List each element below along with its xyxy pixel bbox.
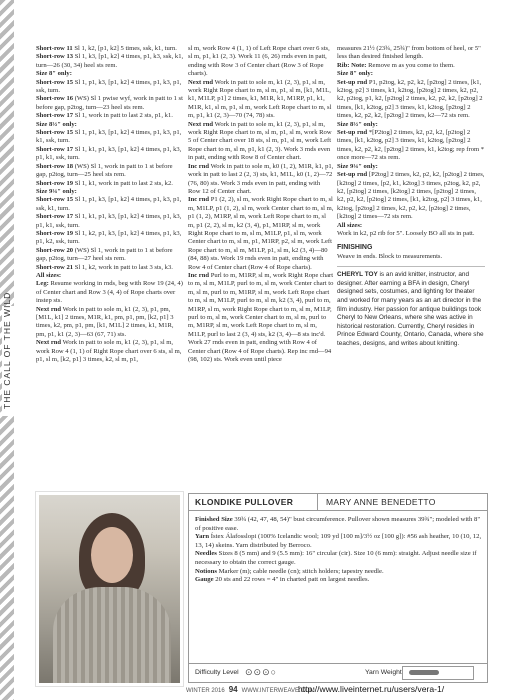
step-label: Next rnd xyxy=(36,339,62,347)
spec-paragraph xyxy=(195,516,483,533)
step-text: Sl 1, p1, k3, [p1, k2] 4 times, p1, k3, p1, ssk, k1, turn. xyxy=(36,196,182,212)
spec-paragraph xyxy=(195,533,483,550)
col3-paragraph xyxy=(337,121,485,129)
step-text: Sl 1, k3, [p1, k2] 4 times, p1, k3, ssk, k1, turn—26 (30, 34) heel sts rem. xyxy=(36,53,184,69)
col1-paragraph xyxy=(36,339,184,364)
col3-paragraph xyxy=(337,171,485,221)
step-label: Notions xyxy=(195,567,217,575)
col1-paragraph xyxy=(36,112,184,120)
step-text: Sl 1, k2, [p1, k2] 5 times, ssk, k1, turn. xyxy=(72,45,177,52)
page-footer: WINTER 2016 94 WWW.INTERWEAVE.COM xyxy=(186,685,315,694)
designer-bio: CHERYL TOY is an avid knitter, instructor, and designer. After earning a BFA in design, Cheryl designed sets, costumes, and lighting for theater and worked for many years as an art director in the film industry. Her passion for antique buildings took Cheryl to New Orleans, where she was active in historical restoration. Currently, Cheryl resides in Prince Edward County, Ontario, Canada, where she teaches, designs, and writes about knitting. xyxy=(337,266,485,348)
col2-paragraph xyxy=(188,45,334,79)
step-text: (WS) Sl 1, work in patt to 1 st before gap, p2tog, turn—25 heel sts rem. xyxy=(36,162,173,179)
spec-paragraph xyxy=(195,568,483,577)
yarn-weight-label: Yarn Weight xyxy=(365,669,402,676)
step-label: Short-row 19 xyxy=(36,229,74,237)
col1-paragraph xyxy=(36,213,184,230)
step-text: Work in k2, p2 rib for 5". Loosely BO all sts in patt. xyxy=(337,229,475,237)
step-label: Size 8" only: xyxy=(36,70,72,78)
col1-paragraph xyxy=(36,247,184,264)
step-label: Short-row 15 xyxy=(36,78,74,86)
col3-paragraph xyxy=(337,230,485,238)
step-text: Purl to m, M1RP, sl m, work Right Rope chart to m, sl m, M1LP, purl to m, sl m, work Center chart to m, sl m, purl to m, M1RP, sl m, work Left Rope chart to m, sl m, M1LP, purl to m, sl m, k2 (3, 4), purl to m, M1RP, sl m, work Right Rope chart to m, sl m, M1LP, purl to m, sl m, work Center chart to m, sl m, purl to m, M1RP, sl m, work Left Rope chart to m, sl m, M1LP, purl to last 2 (3, 4) sts, k2 (3, 4)—8 sts inc'd. Work 27 rnds even in patt, ending with Row 4 of Center chart (Row 4 of Rope charts). Rep inc rnd—94 (98, 102) sts. Work even until piece xyxy=(188,271,334,364)
step-label: Size 8½" only: xyxy=(36,120,77,128)
col1-paragraph xyxy=(36,230,184,247)
watermark-url: http://www.liveinternet.ru/users/vera-1/ xyxy=(298,684,445,694)
step-label: Yarn xyxy=(195,533,210,541)
step-label: Next rnd xyxy=(36,305,62,313)
designer-name: MARY ANNE BENEDETTO xyxy=(326,497,436,507)
step-label: Short-row 21 xyxy=(36,263,74,271)
finishing-text: Weave in ends. Block to measurements. xyxy=(337,252,443,260)
step-text: Work in patt to sole m, k1 (2, 3), p1, sl m, work Right Rope chart to m, sl m, p1, sl m, work Row 5 of Center chart over 18 sts, sl m, p1, sl m, work Left Rope chart to m, sl m, p1, k1 (2, 3). Work 3 rnds even in patt, ending with Row 8 of Center chart. xyxy=(188,120,332,162)
col3-paragraph xyxy=(337,129,485,163)
step-label: Inc rnd xyxy=(188,162,210,170)
step-label: Short-row 19 xyxy=(36,179,74,187)
col1-paragraph xyxy=(36,121,184,129)
step-text: Sl 1, p1, k3, [p1, k2] 4 times, p1, k3, p1, k1, ssk, turn. xyxy=(36,129,182,145)
step-text: Sizes 8 (5 mm) and 9 (5.5 mm): 16" circular (cir). Size 10 (6 mm): straight. Adjust needle size if necessary to obtain the correct gauge. xyxy=(195,550,477,566)
step-label: Leg: xyxy=(36,280,49,288)
col1-paragraph xyxy=(36,70,184,78)
step-label: Short-row 13 xyxy=(36,53,74,61)
col1-paragraph xyxy=(36,306,184,340)
pattern-info-box xyxy=(188,493,488,683)
step-label: Rib: Note: xyxy=(337,61,367,69)
col1-paragraph xyxy=(36,146,184,163)
col3-paragraph xyxy=(337,62,485,70)
col2-paragraph xyxy=(188,121,334,163)
step-text: sl m, work Row 4 (1, 1) of Left Rope chart over 6 sts, sl m, p1, k1 (2, 3). Work 11 (6, 26) rnds even in patt, ending with Row 3 of Center chart (Row 3 of Rope charts). xyxy=(188,45,330,78)
col2-paragraph xyxy=(188,196,334,272)
step-label: Short-row 15 xyxy=(36,129,74,137)
col1-paragraph xyxy=(36,95,184,112)
step-label: Short-row 17 xyxy=(36,112,74,120)
step-text: Sl 1, k1, p1, k3, [p1, k2] 4 times, p1, k3, p1, k1, ssk, turn. xyxy=(36,213,182,229)
step-label: Next rnd xyxy=(188,120,214,128)
col3-paragraph xyxy=(337,163,485,171)
col1-paragraph xyxy=(36,180,184,188)
step-text: (WS) Sl 1 pwise wyf, work in patt to 1 st before gap, p2tog, turn—23 heel sts rem. xyxy=(36,95,183,111)
instructions-column-3 xyxy=(337,45,485,447)
step-label: Set-up rnd xyxy=(337,78,368,86)
step-text: Sl 1, k1, work in patt to last 2 sts, k2. xyxy=(73,179,173,187)
step-label: Inc rnd xyxy=(188,196,210,204)
col3-paragraph xyxy=(337,222,485,230)
col1-paragraph xyxy=(36,280,184,305)
spec-paragraph xyxy=(195,550,483,567)
section-label: THE CALL OF THE WILD xyxy=(2,306,14,416)
step-label: Short-row 16 xyxy=(36,95,74,103)
col3-paragraph xyxy=(337,70,485,78)
step-label: Inc rnd xyxy=(188,271,210,279)
step-text: measures 21½ (23¾, 25¾)" from bottom of heel, or 5" less than desired finished length. xyxy=(337,45,481,61)
step-label: Short-row 17 xyxy=(36,213,74,221)
step-label: All sizes: xyxy=(36,271,62,279)
model-photo xyxy=(36,492,183,686)
col1-paragraph xyxy=(36,129,184,146)
step-text: Work in patt to sole m, k1 (2, 3), p1, sl m, work Right Rope chart to m, sl m, p1, sl m, [k1, M1L, k1, M1LP, p1] 2 times, k1, M1R, k1, M1RP, p1, k1, M1R, k1, sl m, p1, sl m, work Left Rope chart to m, sl m, p1, k1 (2, 3)—70 (74, 78) sts. xyxy=(188,78,332,120)
step-label: Finished Size xyxy=(195,516,233,523)
step-text: Ístex Álafosslopi (100% Icelandic wool; 109 yd [100 m]/3½ oz [100 g]): #56 ash heather, 10 (10, 12, 13, 14) skeins. Yarn distributed by Berroco. xyxy=(195,533,482,549)
step-text: Work in patt to sole m, k1 (2, 3), p1, pm, [M1L, k1] 2 times, M1R, k1, pm, p1, pm, [k2, p1] 3 times, k2, pm, p1, pm, [k1, M1L] 2 times, k1, M1R, pm, p1, k1 (2, 3)—63 (67, 71) sts. xyxy=(36,305,174,338)
step-text: Sl 1, k2, work in patt to last 3 sts, k3. xyxy=(73,263,173,271)
instructions-column-2 xyxy=(188,45,334,447)
step-label: Short-row 17 xyxy=(36,145,74,153)
col2-paragraph xyxy=(188,272,334,364)
step-label: Needles xyxy=(195,550,217,558)
step-text: Work in patt to sole m, k1 (2, 3), p1, sl m, work Row 4 (1, 1) of Right Rope chart over 6 sts, sl m, p1, sl m, [k2, p1] 3 times, k2, sl m, p1, xyxy=(36,339,182,364)
step-text: Resume working in rnds, beg with Row 19 (24, 4) of Center chart and Row 3 (4, 4) of Rope charts over instep sts. xyxy=(36,280,183,305)
step-label: Short-row 20 xyxy=(36,246,74,254)
col2-paragraph xyxy=(188,79,334,121)
pattern-title: KLONDIKE PULLOVER xyxy=(195,497,294,507)
pattern-specs xyxy=(195,516,483,585)
step-text: [P2tog] 2 times, k2, p2, k2, [p2tog] 2 times, [k2tog] 2 times, [p2, k1, k2tog] 3 times, p2tog, k2, p2, k2, [p2tog] 2 times, [k2tog] 2 times, [p2tog] 2 times, k2, p2, k2, [p2tog] 2 times, [k1, k2tog, p2] 3 times, k1, k2tog, [p2tog] 2 times, k2, p2, k2, [p2tog] 2 times, [k2tog] 2 times—72 sts rem. xyxy=(337,171,485,221)
yarn-weight-icon xyxy=(402,666,474,680)
step-label: Size 9¼" only: xyxy=(36,187,77,195)
step-label: Size 8½" only: xyxy=(337,120,378,128)
col1-paragraph xyxy=(36,53,184,70)
col3-paragraph xyxy=(337,45,485,62)
col1-paragraph xyxy=(36,163,184,180)
step-text: Sl 1, k2, p1, k3, [p1, k2] 4 times, p1, k3, p1, k2, ssk, turn. xyxy=(36,229,182,246)
col1-paragraph xyxy=(36,264,184,272)
instructions-column-1 xyxy=(36,45,184,447)
step-text: (WS) Sl 1, work in patt to 1 st before gap, p2tog, turn—27 heel sts rem. xyxy=(36,246,173,263)
step-text: Remove m as you come to them. xyxy=(366,61,455,69)
step-text: Marker (m); cable needle (cn); stitch holders; tapestry needle. xyxy=(216,567,384,575)
step-label: Set-up rnd xyxy=(337,171,368,179)
step-text: 20 sts and 22 rows = 4" in charted patt on largest needles. xyxy=(213,576,370,584)
step-text: P1 (2, 2), sl m, work Right Rope chart to m, sl m, M1LP, p1 (1, 2), sl m, work Center chart to m, sl m, p1 (1, 2), M1RP, sl m, work Left Rope chart to m, sl m, p1 (2, 2), sl m, k2 (3, 4), p1, M1RP, sl m, work Right Rope chart to m, sl m, M1LP, p1, sl m, work Center chart to m, sl m, p1, M1RP, p2, sl m, work Left Rope chart to m, sl m, M1LP, p1, sl m, k2 (3, 4)—80 (84, 88) sts. Work 19 rnds even in patt, ending with Row 4 of Center chart (Row 4 of Rope charts). xyxy=(188,196,334,271)
col1-paragraph xyxy=(36,196,184,213)
step-text: Sl 1, k1, p1, k3, [p1, k2] 4 times, p1, k3, p1, k1, ssk, turn. xyxy=(36,145,182,162)
step-label: Short-row 11 xyxy=(36,45,73,52)
step-label: Size 8" only: xyxy=(337,70,373,78)
col2-paragraph xyxy=(188,163,334,197)
col1-paragraph xyxy=(36,79,184,96)
step-label: Short-row 15 xyxy=(36,196,74,204)
step-text: Work in patt to sole m, k0 (1, 2), M1R, k1, p1, work in patt to last 2 (2, 3) sts, k1, M1L, k0 (1, 2)—72 (76, 80) sts. Work 3 rnds even in patt, ending with Row 12 of Center chart. xyxy=(188,162,334,195)
step-label: Short-row 18 xyxy=(36,162,74,170)
step-text: Sl 1, p1, k3, [p1, k2] 4 times, p1, k3, p1, ssk, turn. xyxy=(36,78,182,95)
step-label: Next rnd xyxy=(188,78,214,86)
step-label: All sizes: xyxy=(337,221,363,229)
difficulty-rating: ⊙⊙⊙○ xyxy=(245,667,278,677)
difficulty-label: Difficulty Level xyxy=(195,669,239,676)
finishing-heading: FINISHING xyxy=(337,244,373,252)
step-label: Size 9¼" only: xyxy=(337,162,378,170)
spec-paragraph xyxy=(195,576,483,585)
col1-paragraph xyxy=(36,272,184,280)
step-text: 39¾ (42, 47, 48, 54)" bust circumference. Pullover shown measures 39¾"; modeled with 8" of positive ease. xyxy=(195,516,481,532)
step-text: Sl 1, work in patt to last 2 sts, p1, k1. xyxy=(73,112,173,120)
col1-paragraph xyxy=(36,45,184,53)
step-text: P1, p2tog, k2, p2, k2, [p2tog] 2 times, [k1, k2tog, p2] 3 times, k1, k2tog, [p2tog] 2 times, k2, p2, k2, p2tog, p1, k2, [p2tog] 2 times, k2, p2, k2, [p2tog] 2 times, [k1, k2tog, p2] 3 times, k1, k2tog, [p2tog] 2 times, k2, p2, k2, [p2tog] 2 times, k2—72 sts rem. xyxy=(337,78,483,120)
col1-paragraph xyxy=(36,188,184,196)
col3-paragraph xyxy=(337,79,485,121)
step-label: Set-up rnd xyxy=(337,129,368,137)
step-text: *[P2tog] 2 times, k2, p2, k2, [p2tog] 2 times, [k1, k2tog, p2] 3 times, k1, k2tog, [p2tog] 2 times, k2, p2, k2, [p2tog] 2 times, k1, k2tog; rep from * once more—72 sts rem. xyxy=(337,129,485,162)
step-label: Gauge xyxy=(195,576,214,584)
